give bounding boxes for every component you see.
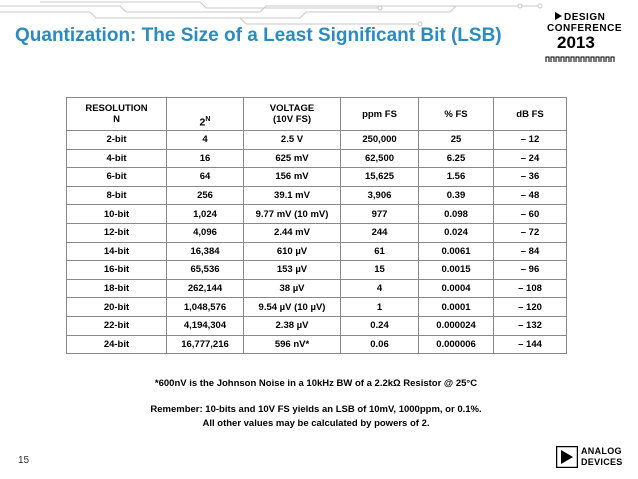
table-row: [67, 223, 567, 242]
cell-percent: 0.000006: [419, 335, 494, 354]
chip-pins-icon: [545, 54, 625, 63]
cell-db: – 108: [494, 279, 567, 298]
cell-resolution: 6-bit: [67, 168, 167, 187]
table-row: [67, 149, 567, 168]
cell-voltage: 625 mV: [244, 149, 341, 168]
table-row: [67, 298, 567, 317]
table-row: [67, 205, 567, 224]
cell-resolution: 14-bit: [67, 242, 167, 261]
cell-db: – 24: [494, 149, 567, 168]
cell-power: 4,096: [167, 223, 244, 242]
logo-year-text: 2013: [557, 33, 595, 52]
table-row: [67, 242, 567, 261]
cell-resolution: 22-bit: [67, 316, 167, 335]
table-row: [67, 335, 567, 354]
cell-resolution: 2-bit: [67, 131, 167, 150]
play-triangle-icon: [555, 12, 562, 20]
cell-percent: 6.25: [419, 149, 494, 168]
cell-ppm: 15: [341, 261, 419, 280]
cell-power: 262,144: [167, 279, 244, 298]
cell-power: 64: [167, 168, 244, 187]
cell-resolution: 10-bit: [67, 205, 167, 224]
cell-ppm: 15,625: [341, 168, 419, 187]
design-conference-logo: [545, 12, 627, 74]
cell-power: 16,384: [167, 242, 244, 261]
table-row: [67, 131, 567, 150]
powers-note: All other values may be calculated by powers of 2.: [202, 418, 430, 429]
logo-analog-text: ANALOG: [581, 446, 622, 456]
cell-voltage: 9.77 mV (10 mV): [244, 205, 341, 224]
cell-resolution: 24-bit: [67, 335, 167, 354]
cell-percent: 0.39: [419, 186, 494, 205]
cell-db: – 144: [494, 335, 567, 354]
cell-ppm: 1: [341, 298, 419, 317]
cell-resolution: 12-bit: [67, 223, 167, 242]
cell-percent: 0.0004: [419, 279, 494, 298]
cell-db: – 36: [494, 168, 567, 187]
cell-voltage: 9.54 µV (10 µV): [244, 298, 341, 317]
cell-ppm: 62,500: [341, 149, 419, 168]
header-voltage: VOLTAGE (10V FS): [244, 98, 341, 131]
cell-percent: 0.098: [419, 205, 494, 224]
cell-db: – 96: [494, 261, 567, 280]
cell-percent: 0.024: [419, 223, 494, 242]
slide-title: Quantization: The Size of a Least Significant Bit (LSB): [15, 25, 502, 46]
cell-resolution: 8-bit: [67, 186, 167, 205]
header-ppm: ppm FS: [341, 98, 419, 131]
cell-percent: 1.56: [419, 168, 494, 187]
page-number: 15: [18, 455, 30, 466]
cell-db: – 60: [494, 205, 567, 224]
header-resolution: RESOLUTION N: [67, 98, 167, 131]
cell-percent: 0.0015: [419, 261, 494, 280]
cell-ppm: 61: [341, 242, 419, 261]
cell-voltage: 596 nV*: [244, 335, 341, 354]
cell-percent: 25: [419, 131, 494, 150]
cell-db: – 84: [494, 242, 567, 261]
cell-ppm: 3,906: [341, 186, 419, 205]
table-row: [67, 316, 567, 335]
cell-voltage: 39.1 mV: [244, 186, 341, 205]
cell-power: 4: [167, 131, 244, 150]
cell-ppm: 244: [341, 223, 419, 242]
cell-db: – 120: [494, 298, 567, 317]
table-header-row: [67, 98, 567, 131]
lsb-table: [66, 97, 567, 354]
cell-power: 1,024: [167, 205, 244, 224]
cell-db: – 72: [494, 223, 567, 242]
cell-resolution: 4-bit: [67, 149, 167, 168]
logo-design-text: DESIGN: [564, 12, 606, 23]
header-power-of-two: $2^N$: [167, 98, 244, 131]
logo-conference-text: CONFERENCE: [547, 23, 623, 34]
analog-devices-logo: [556, 444, 634, 474]
analog-devices-triangle-icon: [556, 446, 578, 468]
header-percent: % FS: [419, 98, 494, 131]
cell-voltage: 153 µV: [244, 261, 341, 280]
cell-percent: 0.000024: [419, 316, 494, 335]
cell-ppm: 250,000: [341, 131, 419, 150]
cell-power: 256: [167, 186, 244, 205]
cell-ppm: 0.24: [341, 316, 419, 335]
table-row: [67, 261, 567, 280]
logo-devices-text: DEVICES: [581, 457, 623, 467]
cell-ppm: 977: [341, 205, 419, 224]
cell-resolution: 18-bit: [67, 279, 167, 298]
table-row: [67, 168, 567, 187]
cell-percent: 0.0061: [419, 242, 494, 261]
cell-voltage: 2.44 mV: [244, 223, 341, 242]
cell-db: – 48: [494, 186, 567, 205]
cell-resolution: 20-bit: [67, 298, 167, 317]
cell-power: 4,194,304: [167, 316, 244, 335]
table-row: [67, 279, 567, 298]
table-row: [67, 186, 567, 205]
cell-power: 65,536: [167, 261, 244, 280]
cell-ppm: 0.06: [341, 335, 419, 354]
cell-db: – 132: [494, 316, 567, 335]
cell-power: 16: [167, 149, 244, 168]
cell-voltage: 38 µV: [244, 279, 341, 298]
johnson-noise-footnote: *600nV is the Johnson Noise in a 10kHz BW of a 2.2kΩ Resistor @ 25°C: [154, 378, 478, 389]
cell-voltage: 610 µV: [244, 242, 341, 261]
cell-power: 1,048,576: [167, 298, 244, 317]
cell-voltage: 2.5 V: [244, 131, 341, 150]
cell-voltage: 2.38 µV: [244, 316, 341, 335]
header-db: dB FS: [494, 98, 567, 131]
cell-resolution: 16-bit: [67, 261, 167, 280]
cell-voltage: 156 mV: [244, 168, 341, 187]
cell-percent: 0.0001: [419, 298, 494, 317]
cell-power: 16,777,216: [167, 335, 244, 354]
cell-ppm: 4: [341, 279, 419, 298]
remember-note: Remember: 10-bits and 10V FS yields an LSB of 10mV, 1000ppm, or 0.1%.: [150, 404, 482, 415]
cell-db: – 12: [494, 131, 567, 150]
